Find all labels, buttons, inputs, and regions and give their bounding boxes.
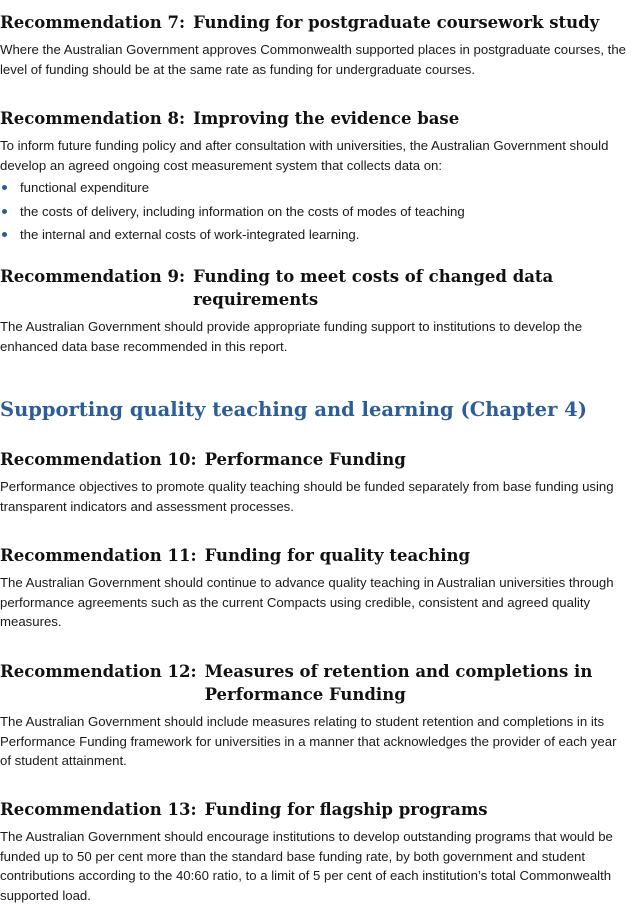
- recommendation-title: Measures of retention and completions in Performance Funding: [204, 662, 593, 704]
- bullet-item: [0, 223, 630, 247]
- recommendation-heading: [0, 107, 630, 130]
- bullet-icon: [2, 185, 7, 190]
- recommendation-label: Recommendation 7:: [0, 13, 186, 32]
- section-heading: Supporting quality teaching and learning (Chapter 4): [0, 398, 587, 421]
- recommendation-9: [0, 265, 630, 356]
- recommendation-heading: [0, 448, 630, 471]
- bullet-text: the costs of delivery, including information on the costs of modes of teaching: [20, 203, 465, 219]
- recommendation-body: Performance objectives to promote quality teaching should be funded separately from base funding using transparent indicators and assessment processes.: [0, 479, 614, 514]
- recommendation-title: Funding for postgraduate coursework study: [193, 13, 600, 32]
- recommendation-12: [0, 660, 630, 771]
- recommendation-heading: [0, 798, 630, 821]
- recommendation-title: Funding for flagship programs: [204, 800, 488, 819]
- recommendation-13: [0, 798, 630, 905]
- recommendation-7: [0, 11, 630, 79]
- bullet-list: [0, 176, 630, 247]
- recommendation-body: The Australian Government should encourage institutions to develop outstanding programs that would be funded up to 50 per cent more than the standard base funding rate, by both government and student contributions according to the 40:60 ratio, to a limit of 5 per cent of each institution’s total Commonwealth supported load.: [0, 829, 613, 903]
- recommendation-body: Where the Australian Government approves Commonwealth supported places in postgraduate courses, the level of funding should be at the same rate as funding for undergraduate courses.: [0, 42, 627, 77]
- bullet-icon: [2, 232, 7, 237]
- recommendation-heading: [0, 265, 630, 311]
- recommendation-8: [0, 107, 630, 247]
- recommendation-label: Recommendation 8:: [0, 109, 186, 128]
- recommendation-heading: [0, 11, 630, 34]
- recommendation-title: Funding for quality teaching: [204, 546, 471, 565]
- recommendation-body: The Australian Government should include measures relating to student retention and completions in its Performance Funding framework for universities in a manner that acknowledges the provider of each year of student attainment.: [0, 714, 617, 768]
- recommendation-label: Recommendation 9:: [0, 267, 186, 286]
- recommendation-body: The Australian Government should provide appropriate funding support to institutions to develop the enhanced data base recommended in this report.: [0, 319, 583, 354]
- recommendation-body: To inform future funding policy and after consultation with universities, the Australian Government should develop an agreed ongoing cost measurement system that collects data on:: [0, 138, 609, 173]
- recommendation-10: [0, 448, 630, 516]
- recommendation-label: Recommendation 12:: [0, 662, 197, 681]
- recommendation-title: Funding to meet costs of changed data requirements: [193, 267, 554, 309]
- recommendation-body: The Australian Government should continue to advance quality teaching in Australian universities through performance agreements such as the current Compacts using credible, consistent and agreed quality measures.: [0, 575, 614, 629]
- bullet-text: functional expenditure: [20, 180, 150, 195]
- bullet-item: [0, 200, 630, 224]
- recommendation-title: Improving the evidence base: [193, 109, 460, 128]
- recommendation-label: Recommendation 10:: [0, 450, 197, 469]
- recommendation-11: [0, 544, 630, 632]
- recommendation-heading: [0, 544, 630, 567]
- bullet-icon: [2, 209, 7, 214]
- bullet-item: [0, 176, 630, 200]
- recommendation-label: Recommendation 11:: [0, 546, 197, 565]
- recommendation-label: Recommendation 13:: [0, 800, 197, 819]
- recommendation-heading: [0, 660, 630, 706]
- bullet-text: the internal and external costs of work-integrated learning.: [20, 227, 360, 242]
- recommendation-title: Performance Funding: [204, 450, 406, 469]
